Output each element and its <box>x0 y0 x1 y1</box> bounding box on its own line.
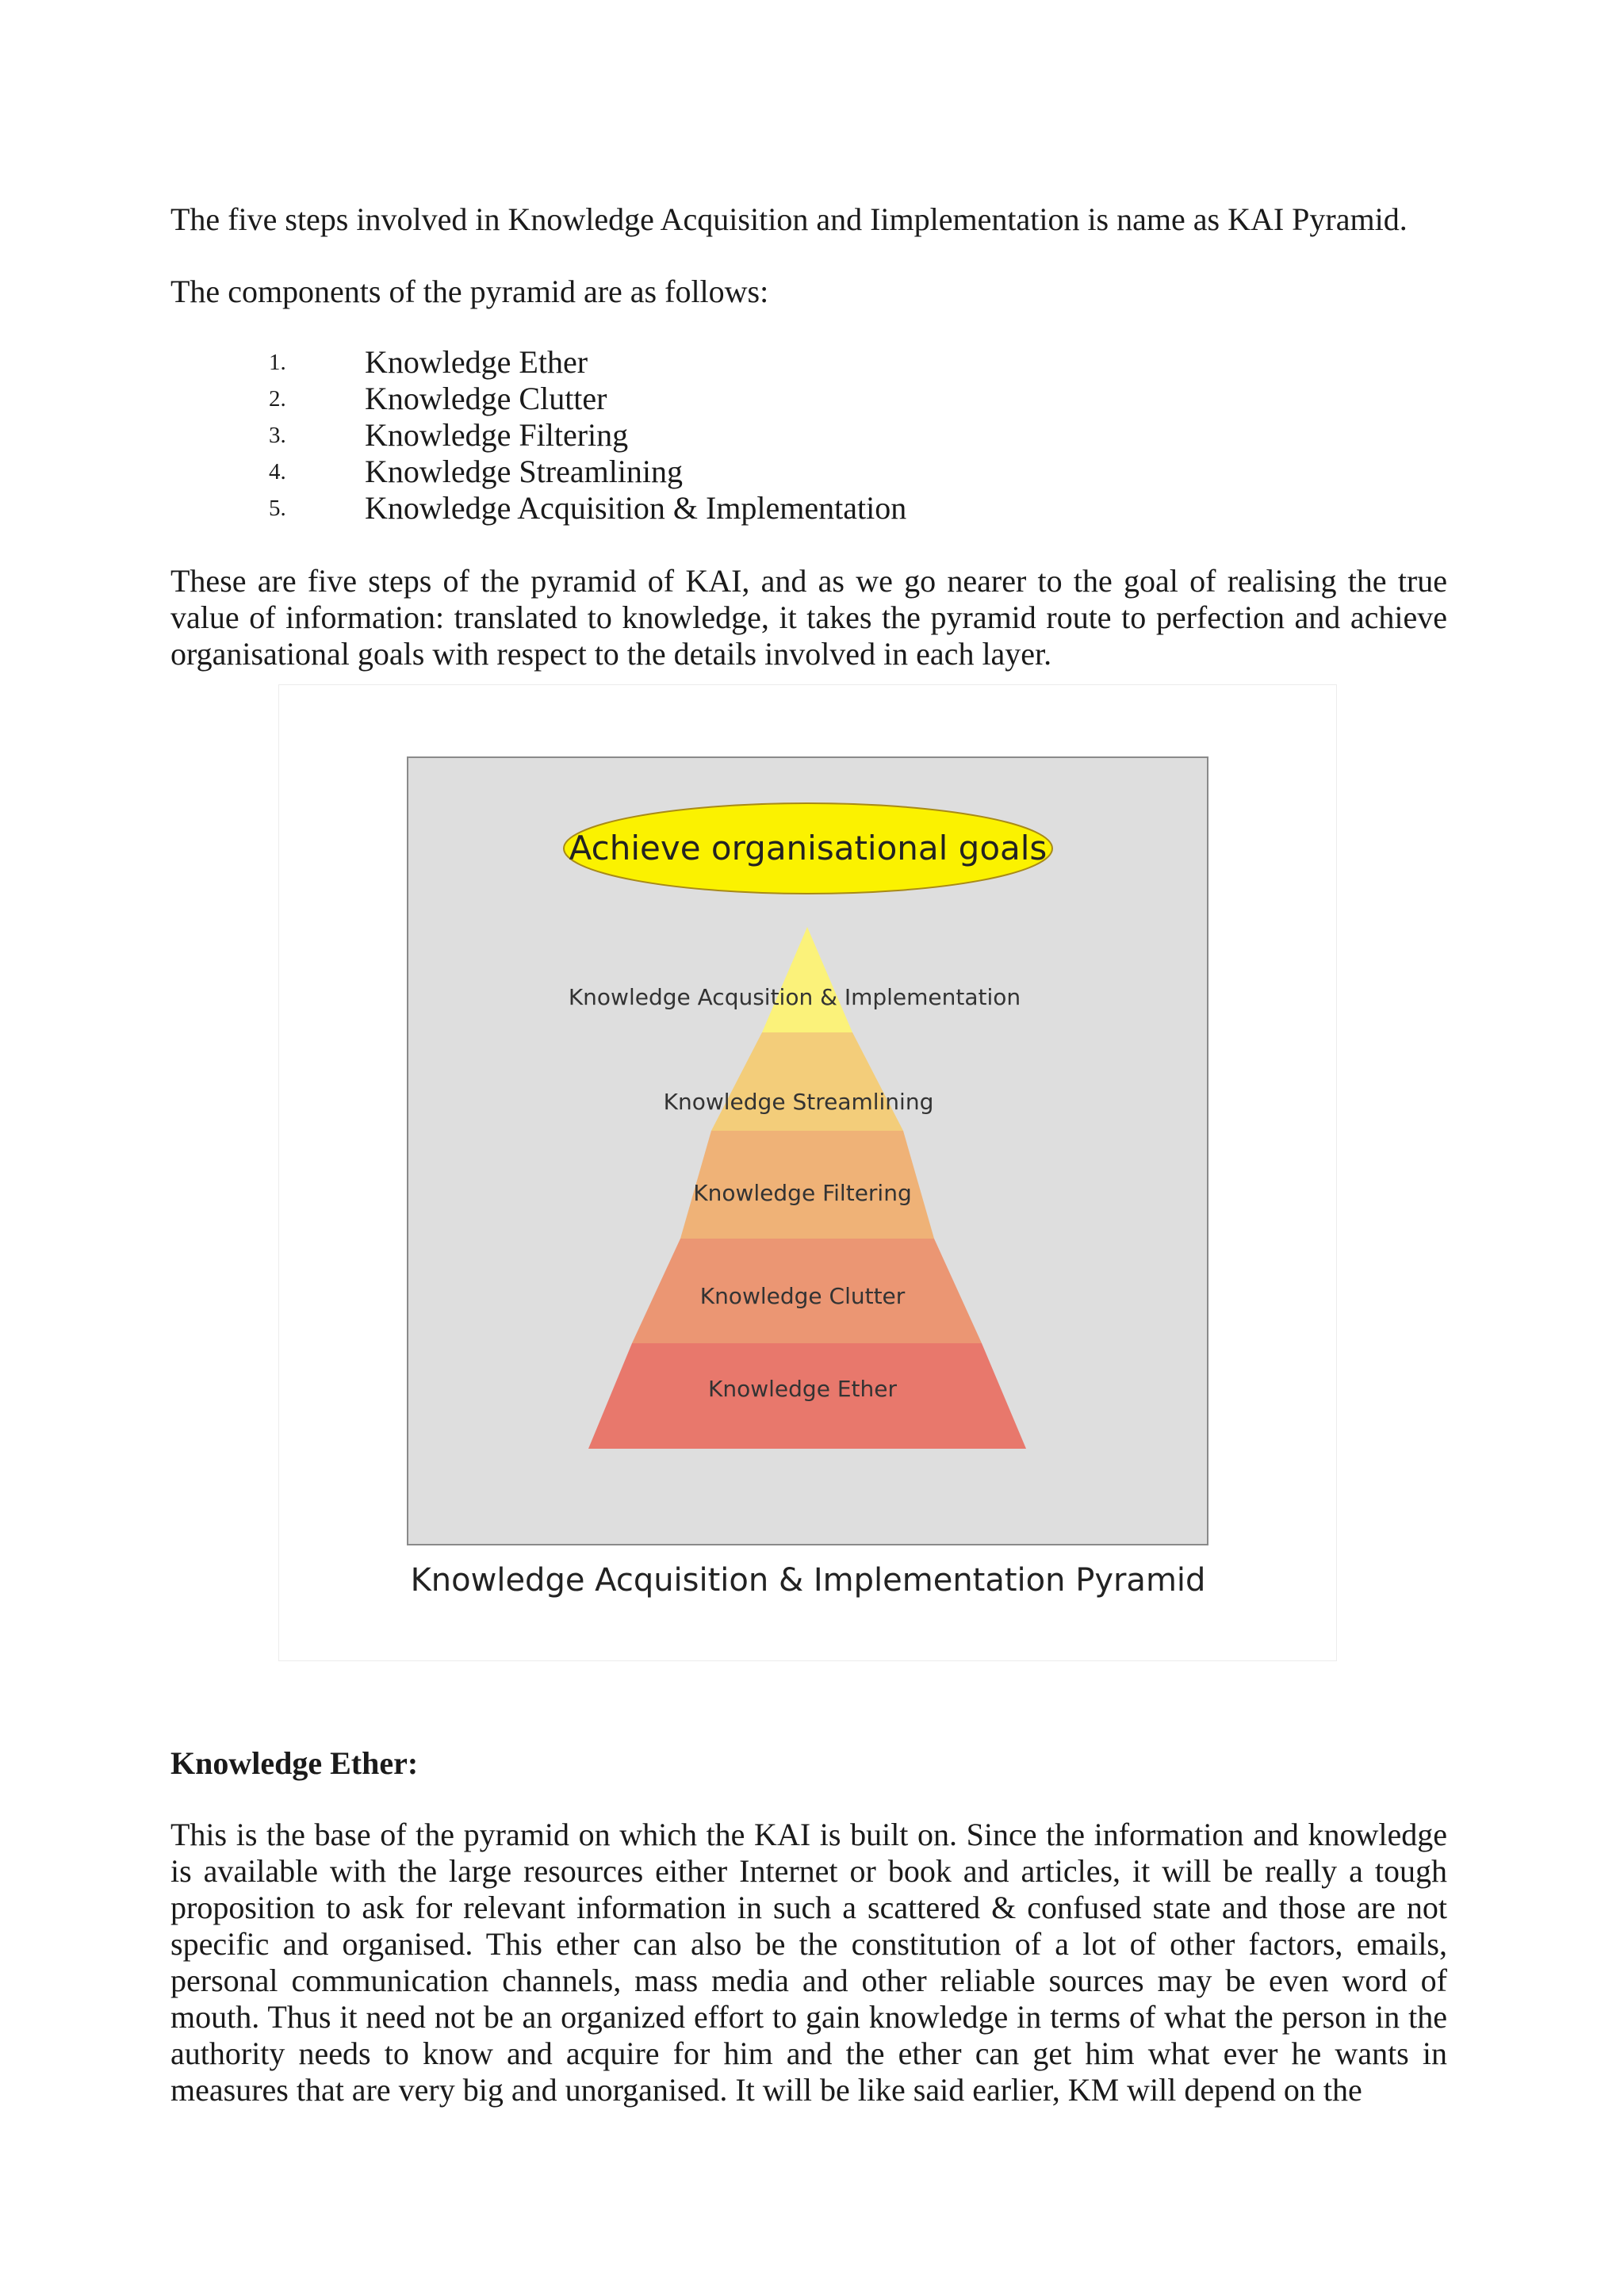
kai-pyramid-figure <box>278 684 1337 1661</box>
figure-caption: Knowledge Acquisition & Implementation Pyramid <box>410 1562 1206 1599</box>
layer-label-acquisition: Knowledge Acqusition & Implementation <box>568 984 1021 1010</box>
list-item <box>170 417 1122 454</box>
list-item <box>170 381 1122 417</box>
components-intro: The components of the pyramid are as follows: <box>170 274 769 309</box>
summary-paragraph: These are five steps of the pyramid of KAI, and as we go nearer to the goal of realising the true value of information: translated to knowledge, it takes the pyramid route to perfection and achieve organisational goals with respect to the details involved in each layer. <box>170 563 1447 672</box>
pyramid-diagram <box>279 685 1336 1660</box>
list-number: 5. <box>269 496 286 521</box>
layer-label-ether: Knowledge Ether <box>708 1376 897 1402</box>
list-number: 4. <box>269 459 286 484</box>
intro-paragraph: The five steps involved in Knowledge Acquisition and Iimplementation is name as KAI Pyramid. <box>170 201 1408 237</box>
list-item <box>170 454 1122 490</box>
section-body: This is the base of the pyramid on which the KAI is built on. Since the information and knowledge is available with the large resources either Internet or book and articles, it will be really a tough proposition to ask for relevant information in such a scattered & confused state and those are not specific and organised. This ether can also be the constitution of a lot of other factors, emails, personal communication channels, mass media and other reliable sources may be even word of mouth. Thus it need not be an organized effort to gain knowledge in terms of what the person in the authority needs to know and acquire for him and the ether can get him what ever he wants in measures that are very big and unorganised. It will be like said earlier, KM will depend on the <box>170 1817 1447 2108</box>
list-label: Knowledge Streamlining <box>365 454 684 489</box>
list-label: Knowledge Clutter <box>365 381 607 416</box>
list-label: Knowledge Acquisition & Implementation <box>365 490 907 526</box>
layer-label-streamlining: Knowledge Streamlining <box>663 1089 934 1115</box>
list-number: 3. <box>269 423 286 448</box>
list-label: Knowledge Ether <box>365 344 588 380</box>
goal-label: Achieve organisational goals <box>569 829 1048 867</box>
list-item <box>170 490 1122 527</box>
list-label: Knowledge Filtering <box>365 417 629 453</box>
components-list <box>170 344 1122 527</box>
list-number: 2. <box>269 386 286 412</box>
list-number: 1. <box>269 350 286 375</box>
layer-label-clutter: Knowledge Clutter <box>699 1283 906 1309</box>
section-heading: Knowledge Ether: <box>170 1745 419 1781</box>
layer-label-filtering: Knowledge Filtering <box>693 1180 912 1206</box>
list-item <box>170 344 1122 381</box>
